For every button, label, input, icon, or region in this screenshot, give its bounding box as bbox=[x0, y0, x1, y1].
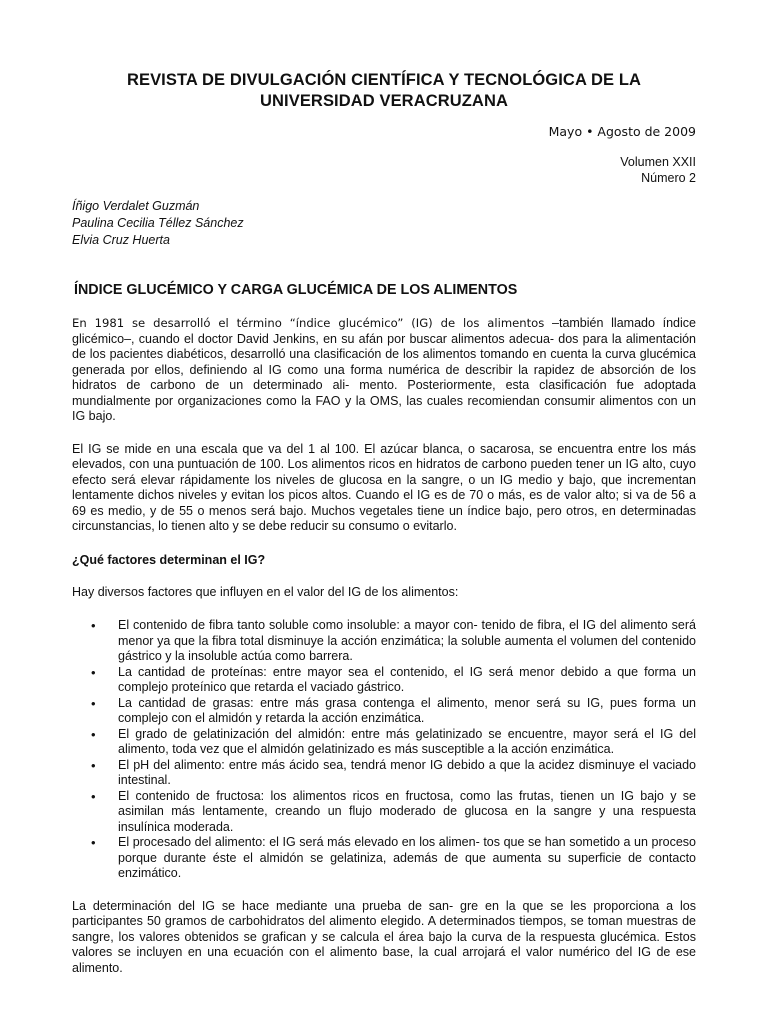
list-item: • La cantidad de proteínas: entre mayor sea el contenido, el IG será menor debido a que forma un complejo proteínico que retarda el vaciado gástrico. bbox=[72, 665, 696, 696]
author-name: Íñigo Verdalet Guzmán bbox=[72, 199, 200, 213]
list-item: • El procesado del alimento: el IG será más elevado en los alimen- tos que se han sometido a un proceso porque durante éste el almidón se gelatiniza, además de que aumenta su superficie de contacto enzimático. bbox=[72, 835, 696, 882]
issue-info bbox=[72, 124, 696, 186]
author-name: Paulina Cecilia Téllez Sánchez bbox=[72, 216, 244, 230]
issue-volume: Volumen XXII bbox=[620, 155, 696, 169]
list-item: • El contenido de fructosa: los alimentos ricos en fructosa, como las frutas, tienen un IG bajo y se asimilan más lentamente, creando un flujo moderado de glucosa en la sangre y una respuesta insulínica moderada. bbox=[72, 789, 696, 836]
article-title: ÍNDICE GLUCÉMICO Y CARGA GLUCÉMICA DE LOS ALIMENTOS bbox=[74, 282, 518, 298]
list-item: • La cantidad de grasas: entre más grasa contenga el alimento, menor será su IG, pues forma un complejo con el almidón y retarda la acción enzimática. bbox=[72, 696, 696, 727]
paragraph-determination: La determinación del IG se hace mediante una prueba de san- gre en la que se les proporciona a los participantes 50 gramos de carbohidratos del alimento elegido. A determinados tiempos, se toman muestras de sangre, los valores obtenidos se grafican y se calcula el área bajo la curva de la respuesta glucémica. Estos valores se incluyen en una ecuación con el alimento base, la cual arrojará el valor numérico del IG de ese alimento. bbox=[72, 898, 696, 975]
list-item: • El pH del alimento: entre más ácido sea, tendrá menor IG debido a que la acidez disminuye el vaciado intestinal. bbox=[72, 758, 696, 789]
section-heading: ¿Qué factores determinan el IG? bbox=[72, 552, 266, 567]
author-name: Elvia Cruz Huerta bbox=[72, 233, 170, 247]
intro-lead: En 1981 se desarrolló el término “índice glucémico” (IG) de los alimentos bbox=[72, 316, 545, 330]
issue-date: Mayo • Agosto de 2009 bbox=[548, 124, 696, 139]
paragraph-factors-intro: Hay diversos factores que influyen en el valor del IG de los alimentos: bbox=[72, 584, 459, 599]
journal-title: REVISTA DE DIVULGACIÓN CIENTÍFICA Y TECNOLÓGICA DE LA UNIVERSIDAD VERACRUZANA bbox=[126, 71, 642, 110]
list-item: • El grado de gelatinización del almidón: entre más gelatinizado se encuentre, mayor será el IG del alimento, toda vez que el almidón gelatinizado es más susceptible a la acción enzimática. bbox=[72, 727, 696, 758]
intro-paragraph bbox=[72, 316, 696, 425]
factors-list bbox=[72, 618, 696, 882]
list-item: • El contenido de fibra tanto soluble como insoluble: a mayor con- tenido de fibra, el IG del alimento será menor ya que la fibra total disminuye la acción enzimática; la soluble aumenta el volumen del contenido gástrico y la insoluble actúa como barrera. bbox=[72, 618, 696, 665]
author-list bbox=[72, 198, 696, 249]
paragraph-scale: El IG se mide en una escala que va del 1 al 100. El azúcar blanca, o sacarosa, se encuentra entre los más elevados, con una puntuación de 100. Los alimentos ricos en hidratos de carbono pueden tener un IG alto, cuyo efecto será elevar rápidamente los niveles de glucosa en la sangre, o un IG medio y bajo, que incrementan lentamente dichos niveles y evitan los picos altos. Cuando el IG es de 70 o más, es de valor alto; si va de 56 a 69 es medio, y de 55 o menos será bajo. Muchos vegetales tiene un índice bajo, pero otros, en determinadas circunstancias, lo tienen alto y se debe reducir su consumo o evitarlo. bbox=[72, 441, 696, 533]
issue-number: Número 2 bbox=[641, 171, 696, 185]
intro-rest: –también llamado índice glicémico–, cuando el doctor David Jenkins, en su afán por buscar alimentos adecua- dos para la alimentación de los pacientes diabéticos, desarrolló una clasificación de los alimentos tomando en cuenta la curva glucémica generada por ellos, definiendo al IG como una forma numérica de describir la rapidez de absorción de los hidratos de carbono de un determinado ali- mento. Posteriormente, esta clasificación fue adoptada mundialmente por organizaciones como la FAO y la OMS, las cuales recomiendan consumir alimentos con un IG bajo. bbox=[72, 316, 696, 423]
